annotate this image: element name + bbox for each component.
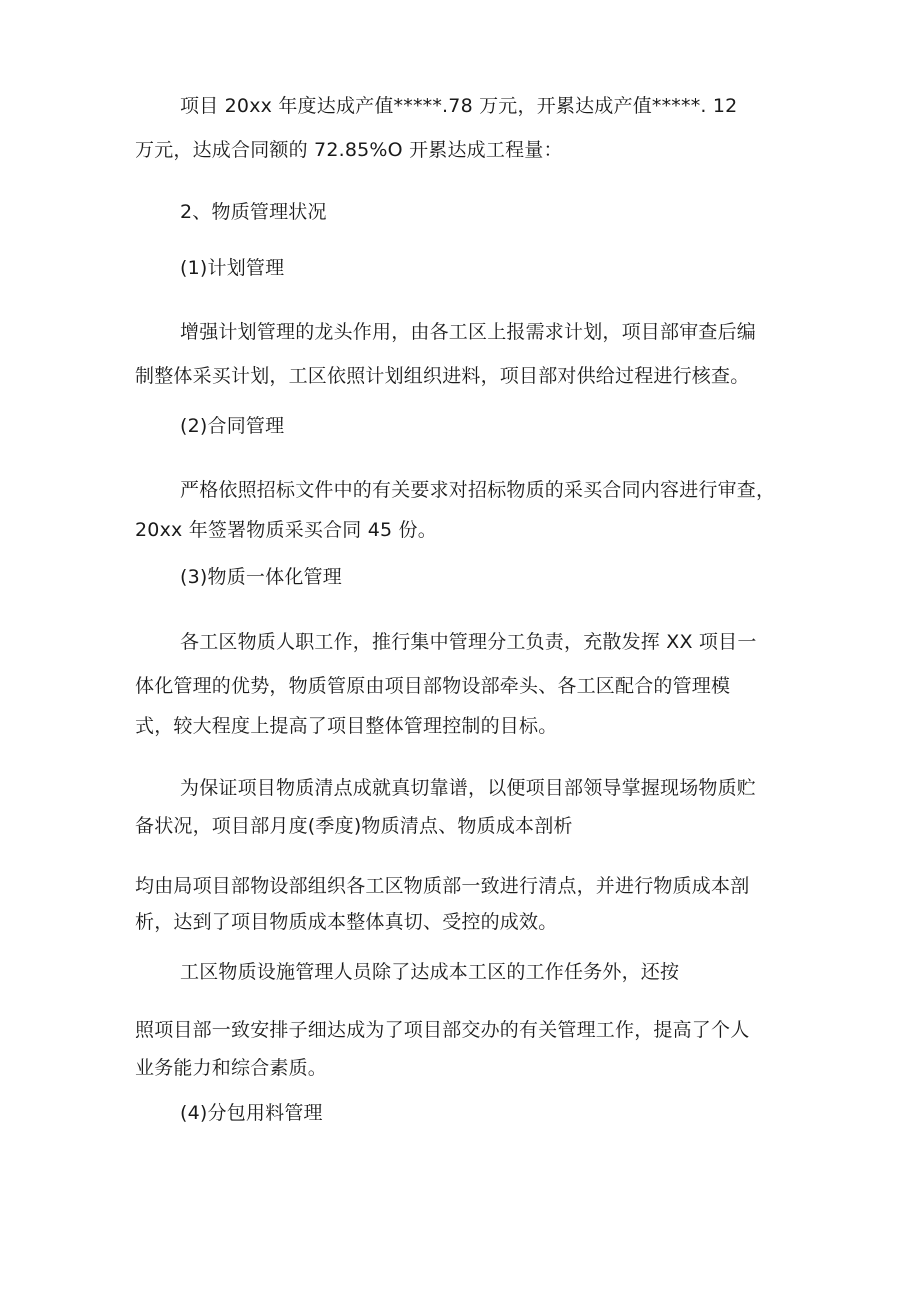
subsection-heading: (1)计划管理 — [180, 257, 285, 279]
paragraph-line: 均由局项目部物设部组织各工区物质部一致进行清点，并进行物质成本剖 — [135, 875, 750, 897]
paragraph-line: 析，达到了项目物质成本整体真切、受控的成效。 — [135, 911, 558, 933]
paragraph-line: 备状况，项目部月度(季度)物质清点、物质成本剖析 — [135, 815, 573, 837]
paragraph-line: 照项目部一致安排子细达成为了项目部交办的有关管理工作，提高了个人 — [135, 1019, 750, 1041]
paragraph-line: 工区物质设施管理人员除了达成本工区的工作任务外，还按 — [180, 961, 680, 983]
subsection-heading: (2)合同管理 — [180, 415, 285, 437]
paragraph-line: 体化管理的优势，物质管原由项目部物设部牵头、各工区配合的管理模 — [135, 675, 731, 697]
subsection-heading: (4)分包用料管理 — [180, 1102, 323, 1124]
section-heading: 2、物质管理状况 — [180, 201, 327, 223]
paragraph-line: 增强计划管理的龙头作用，由各工区上报需求计划，项目部审查后编 — [180, 321, 757, 343]
paragraph-line: 20xx 年签署物质采买合同 45 份。 — [135, 519, 437, 541]
paragraph-line: 严格依照招标文件中的有关要求对招标物质的采买合同内容进行审查， — [180, 479, 776, 501]
paragraph-line: 为保证项目物质清点成就真切靠谱，以便项目部领导掌握现场物质贮 — [180, 777, 757, 799]
paragraph-line: 式，较大程度上提高了项目整体管理控制的目标。 — [135, 715, 558, 737]
paragraph-line: 项目 20xx 年度达成产值*****.78 万元，开累达成产值*****. 12 — [180, 95, 738, 117]
paragraph-line: 万元，达成合同额的 72.85%O 开累达成工程量： — [135, 139, 563, 161]
paragraph-line: 各工区物质人职工作，推行集中管理分工负责，充散发挥 XX 项目一 — [180, 631, 757, 653]
paragraph-line: 制整体采买计划，工区依照计划组织进料，项目部对供给过程进行核查。 — [135, 365, 750, 387]
subsection-heading: (3)物质一体化管理 — [180, 566, 342, 588]
paragraph-line: 业务能力和综合素质。 — [135, 1057, 328, 1079]
